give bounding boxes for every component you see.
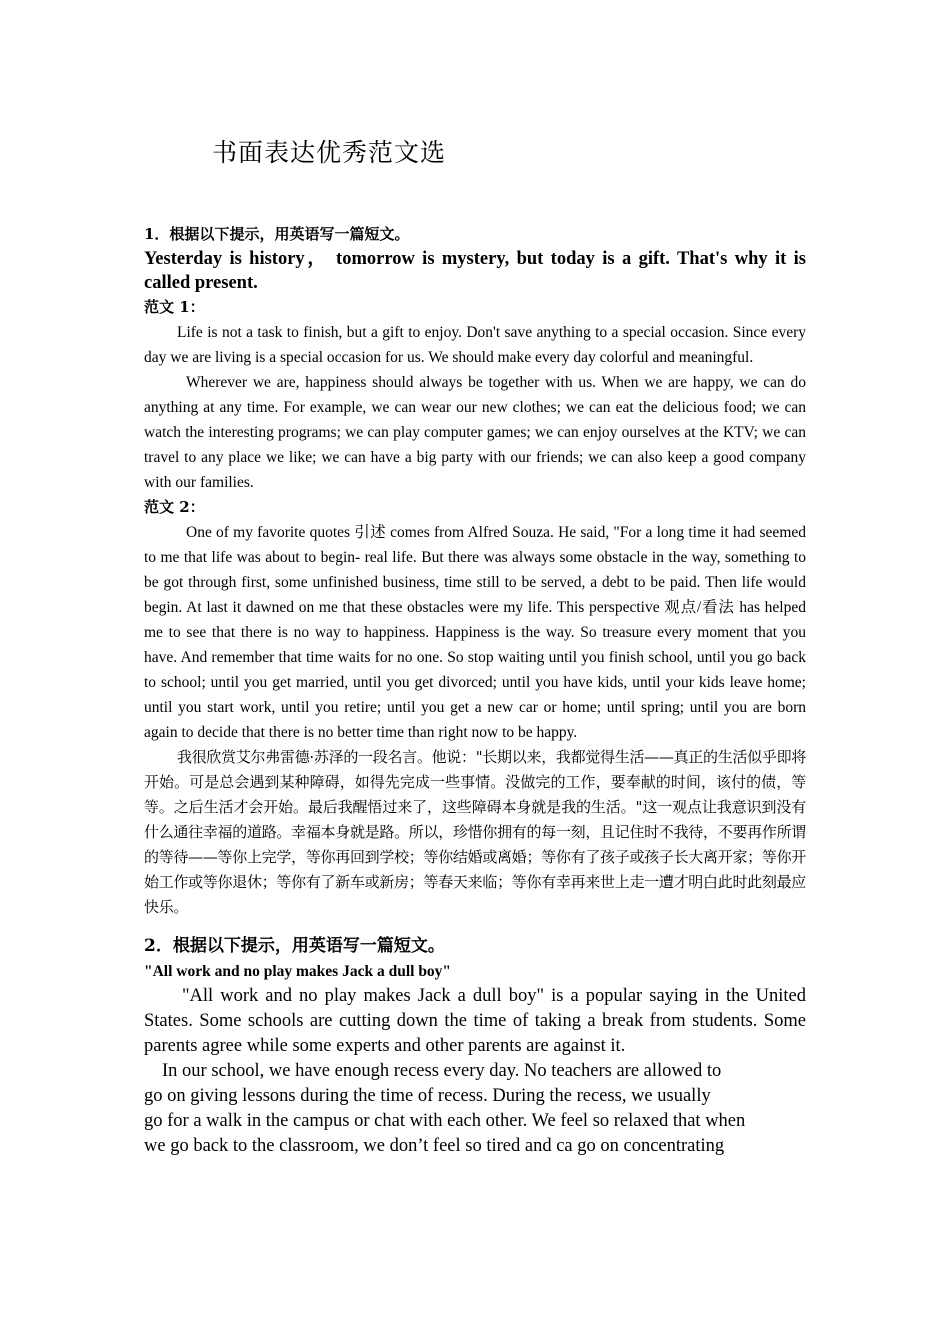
sample-1-label: 范文 1： xyxy=(144,298,205,316)
sample-2-paragraph-english: One of my favorite quotes 引述 comes from Alfred Souza. He said, "For a long time it had seemed to me that life was about to begin- real life. But there was always some obstacle in the way, something to be got through first, some unfinished business, time still to be served, a debt to be paid. Then life would begin. At last it dawned on me that these obstacles were my life. This perspective 观点/看法 has helped me to see that there is no way to happiness. Happiness is the way. So treasure every moment that you have. And remember that time waits for no one. So stop waiting until you finish school, until you go back to school; until you get married, until you get divorced; until you have kids, until your kids leave home; until you start work, until you retire; until you get a new car or home; until spring; until you are born again to decide that there is no better time than right now to be happy. xyxy=(144,524,806,741)
essay-2-line: go on giving lessons during the time of recess. During the recess, we usually xyxy=(144,1086,711,1106)
essay-2-paragraph-1: "All work and no play makes Jack a dull boy" is a popular saying in the United States. Some schools are cutting down the time of taking a break from students. Some parents agree while some experts and other parents are against it. xyxy=(144,986,806,1056)
essay-2-line: we go back to the classroom, we don’t feel so tired and ca go on concentrating xyxy=(144,1136,725,1156)
sample-1-paragraph-1: Life is not a task to finish, but a gift to enjoy. Don't save anything to a special occasion. Since every day we are living is a special occasion for us. We should make every day colorful and meaningful. xyxy=(144,324,806,366)
essay-2-line: In our school, we have enough recess every day. No teachers are allowed to xyxy=(162,1061,722,1081)
question-1-prompt: Yesterday is history， tomorrow is mystery, but today is a gift. That's why it is called present. xyxy=(144,249,806,293)
sample-2-label: 范文 2： xyxy=(144,498,205,516)
question-2-heading: 2．根据以下提示，用英语写一篇短文。 xyxy=(144,936,445,956)
question-1-heading: 1．根据以下提示，用英语写一篇短文。 xyxy=(144,225,410,243)
document-title: 书面表达优秀范文选 xyxy=(212,138,447,167)
sample-2-paragraph-chinese: 我很欣赏艾尔弗雷德·苏泽的一段名言。他说："长期以来，我都觉得生活——真正的生活似乎即将开始。可是总会遇到某种障碍，如得先完成一些事情。没做完的工作，要奉献的时间，该付的债，等等。之后生活才会开始。最后我醒悟过来了，这些障碍本身就是我的生活。"这一观点让我意识到没有什么通往幸福的道路。幸福本身就是路。所以，珍惜你拥有的每一刻，且记住时不我待，不要再作所谓的等待——等你上完学，等你再回到学校；等你结婚或离婚；等你有了孩子或孩子长大离开家；等你开始工作或等你退休；等你有了新车或新房；等春天来临；等你有幸再来世上走一遭才明白此时此刻最应快乐。 xyxy=(144,748,806,916)
sample-1-paragraph-2: Wherever we are, happiness should always be together with us. When we are happy, we can do anything at any time. For example, we can wear our new clothes; we can eat the delicious food; we can watch the interesting programs; we can play computer games; we can enjoy ourselves at the KTV; we can travel to any place we like; we can have a big party with our friends; we can also keep a good company with our families. xyxy=(144,374,806,491)
document-body xyxy=(144,222,806,1159)
question-2-prompt: "All work and no play makes Jack a dull boy" xyxy=(144,963,452,980)
essay-2-line: go for a walk in the campus or chat with each other. We feel so relaxed that when xyxy=(144,1111,746,1131)
